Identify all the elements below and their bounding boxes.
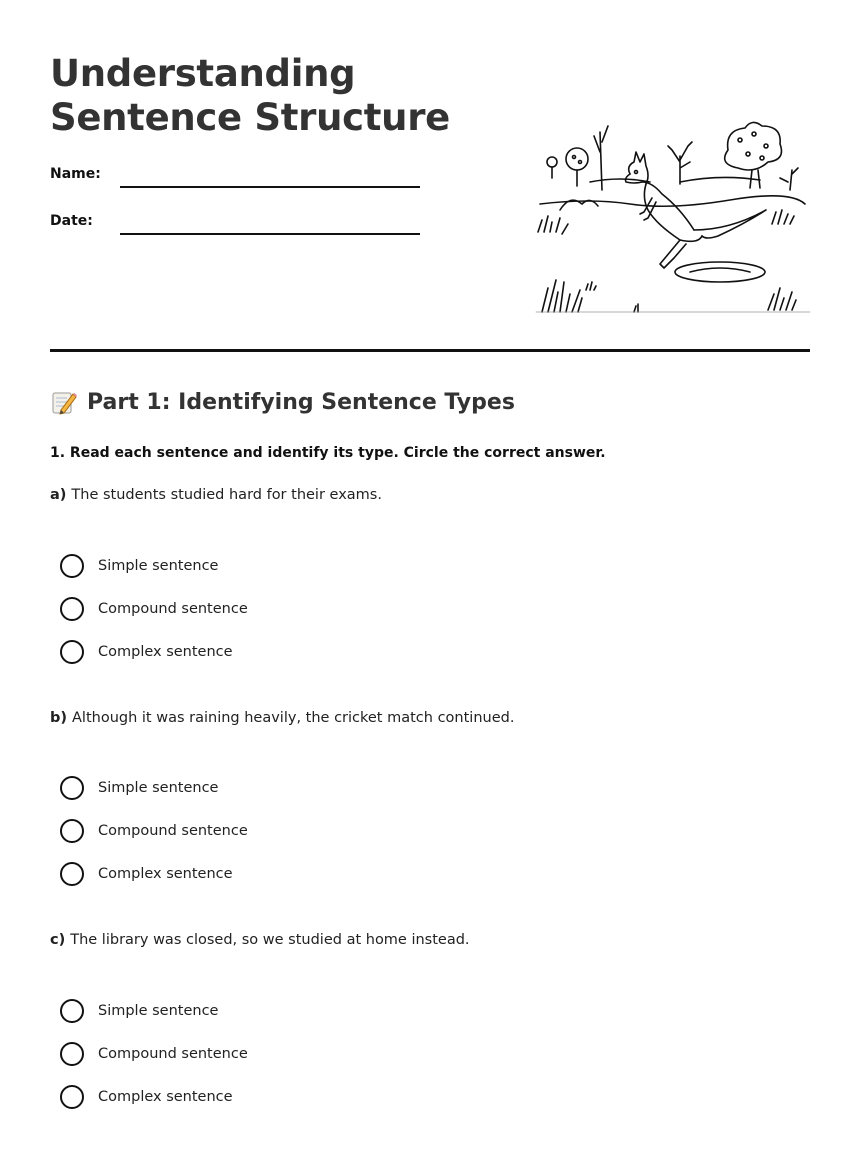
radio-circle[interactable] <box>60 1042 84 1066</box>
option-a-compound[interactable] <box>60 597 248 621</box>
option-label: Complex sentence <box>98 644 233 660</box>
radio-circle[interactable] <box>60 1085 84 1109</box>
radio-circle[interactable] <box>60 776 84 800</box>
question-1-instruction: 1. Read each sentence and identify its type. Circle the correct answer. <box>50 445 606 461</box>
option-label: Complex sentence <box>98 866 233 882</box>
title-line-1: Understanding <box>50 52 356 95</box>
option-c-simple[interactable] <box>60 999 218 1023</box>
option-label: Simple sentence <box>98 780 219 796</box>
option-a-simple[interactable] <box>60 554 218 578</box>
radio-circle[interactable] <box>60 554 84 578</box>
kangaroo-landscape-illustration <box>530 112 815 324</box>
option-b-compound[interactable] <box>60 819 248 843</box>
option-label: Complex sentence <box>98 1089 233 1105</box>
option-b-simple[interactable] <box>60 776 218 800</box>
option-label: Compound sentence <box>98 823 248 839</box>
question-b-label: b) <box>50 710 68 726</box>
option-label: Compound sentence <box>98 1046 248 1062</box>
radio-circle[interactable] <box>60 999 84 1023</box>
date-label: Date: <box>50 213 93 229</box>
question-b <box>50 710 514 726</box>
radio-circle[interactable] <box>60 640 84 664</box>
question-a-label: a) <box>50 487 67 503</box>
date-field[interactable] <box>120 233 420 235</box>
radio-circle[interactable] <box>60 597 84 621</box>
name-field[interactable] <box>120 186 420 188</box>
name-label: Name: <box>50 166 101 182</box>
header-divider <box>50 349 810 352</box>
question-b-text: Although it was raining heavily, the cricket match continued. <box>72 710 515 726</box>
option-c-complex[interactable] <box>60 1085 233 1109</box>
question-c-label: c) <box>50 932 66 948</box>
option-label: Simple sentence <box>98 558 219 574</box>
radio-circle[interactable] <box>60 819 84 843</box>
question-c <box>50 932 470 948</box>
option-a-complex[interactable] <box>60 640 233 664</box>
radio-circle[interactable] <box>60 862 84 886</box>
option-label: Simple sentence <box>98 1003 219 1019</box>
option-label: Compound sentence <box>98 601 248 617</box>
memo-pencil-icon <box>50 388 78 416</box>
question-a-text: The students studied hard for their exams. <box>71 487 382 503</box>
part-1-heading-text: Part 1: Identifying Sentence Types <box>87 389 515 415</box>
title-line-2: Sentence Structure <box>50 96 450 139</box>
question-c-text: The library was closed, so we studied at home instead. <box>70 932 470 948</box>
worksheet-title <box>50 52 450 140</box>
option-b-complex[interactable] <box>60 862 233 886</box>
option-c-compound[interactable] <box>60 1042 248 1066</box>
question-a <box>50 487 382 503</box>
part-1-heading <box>50 388 515 416</box>
